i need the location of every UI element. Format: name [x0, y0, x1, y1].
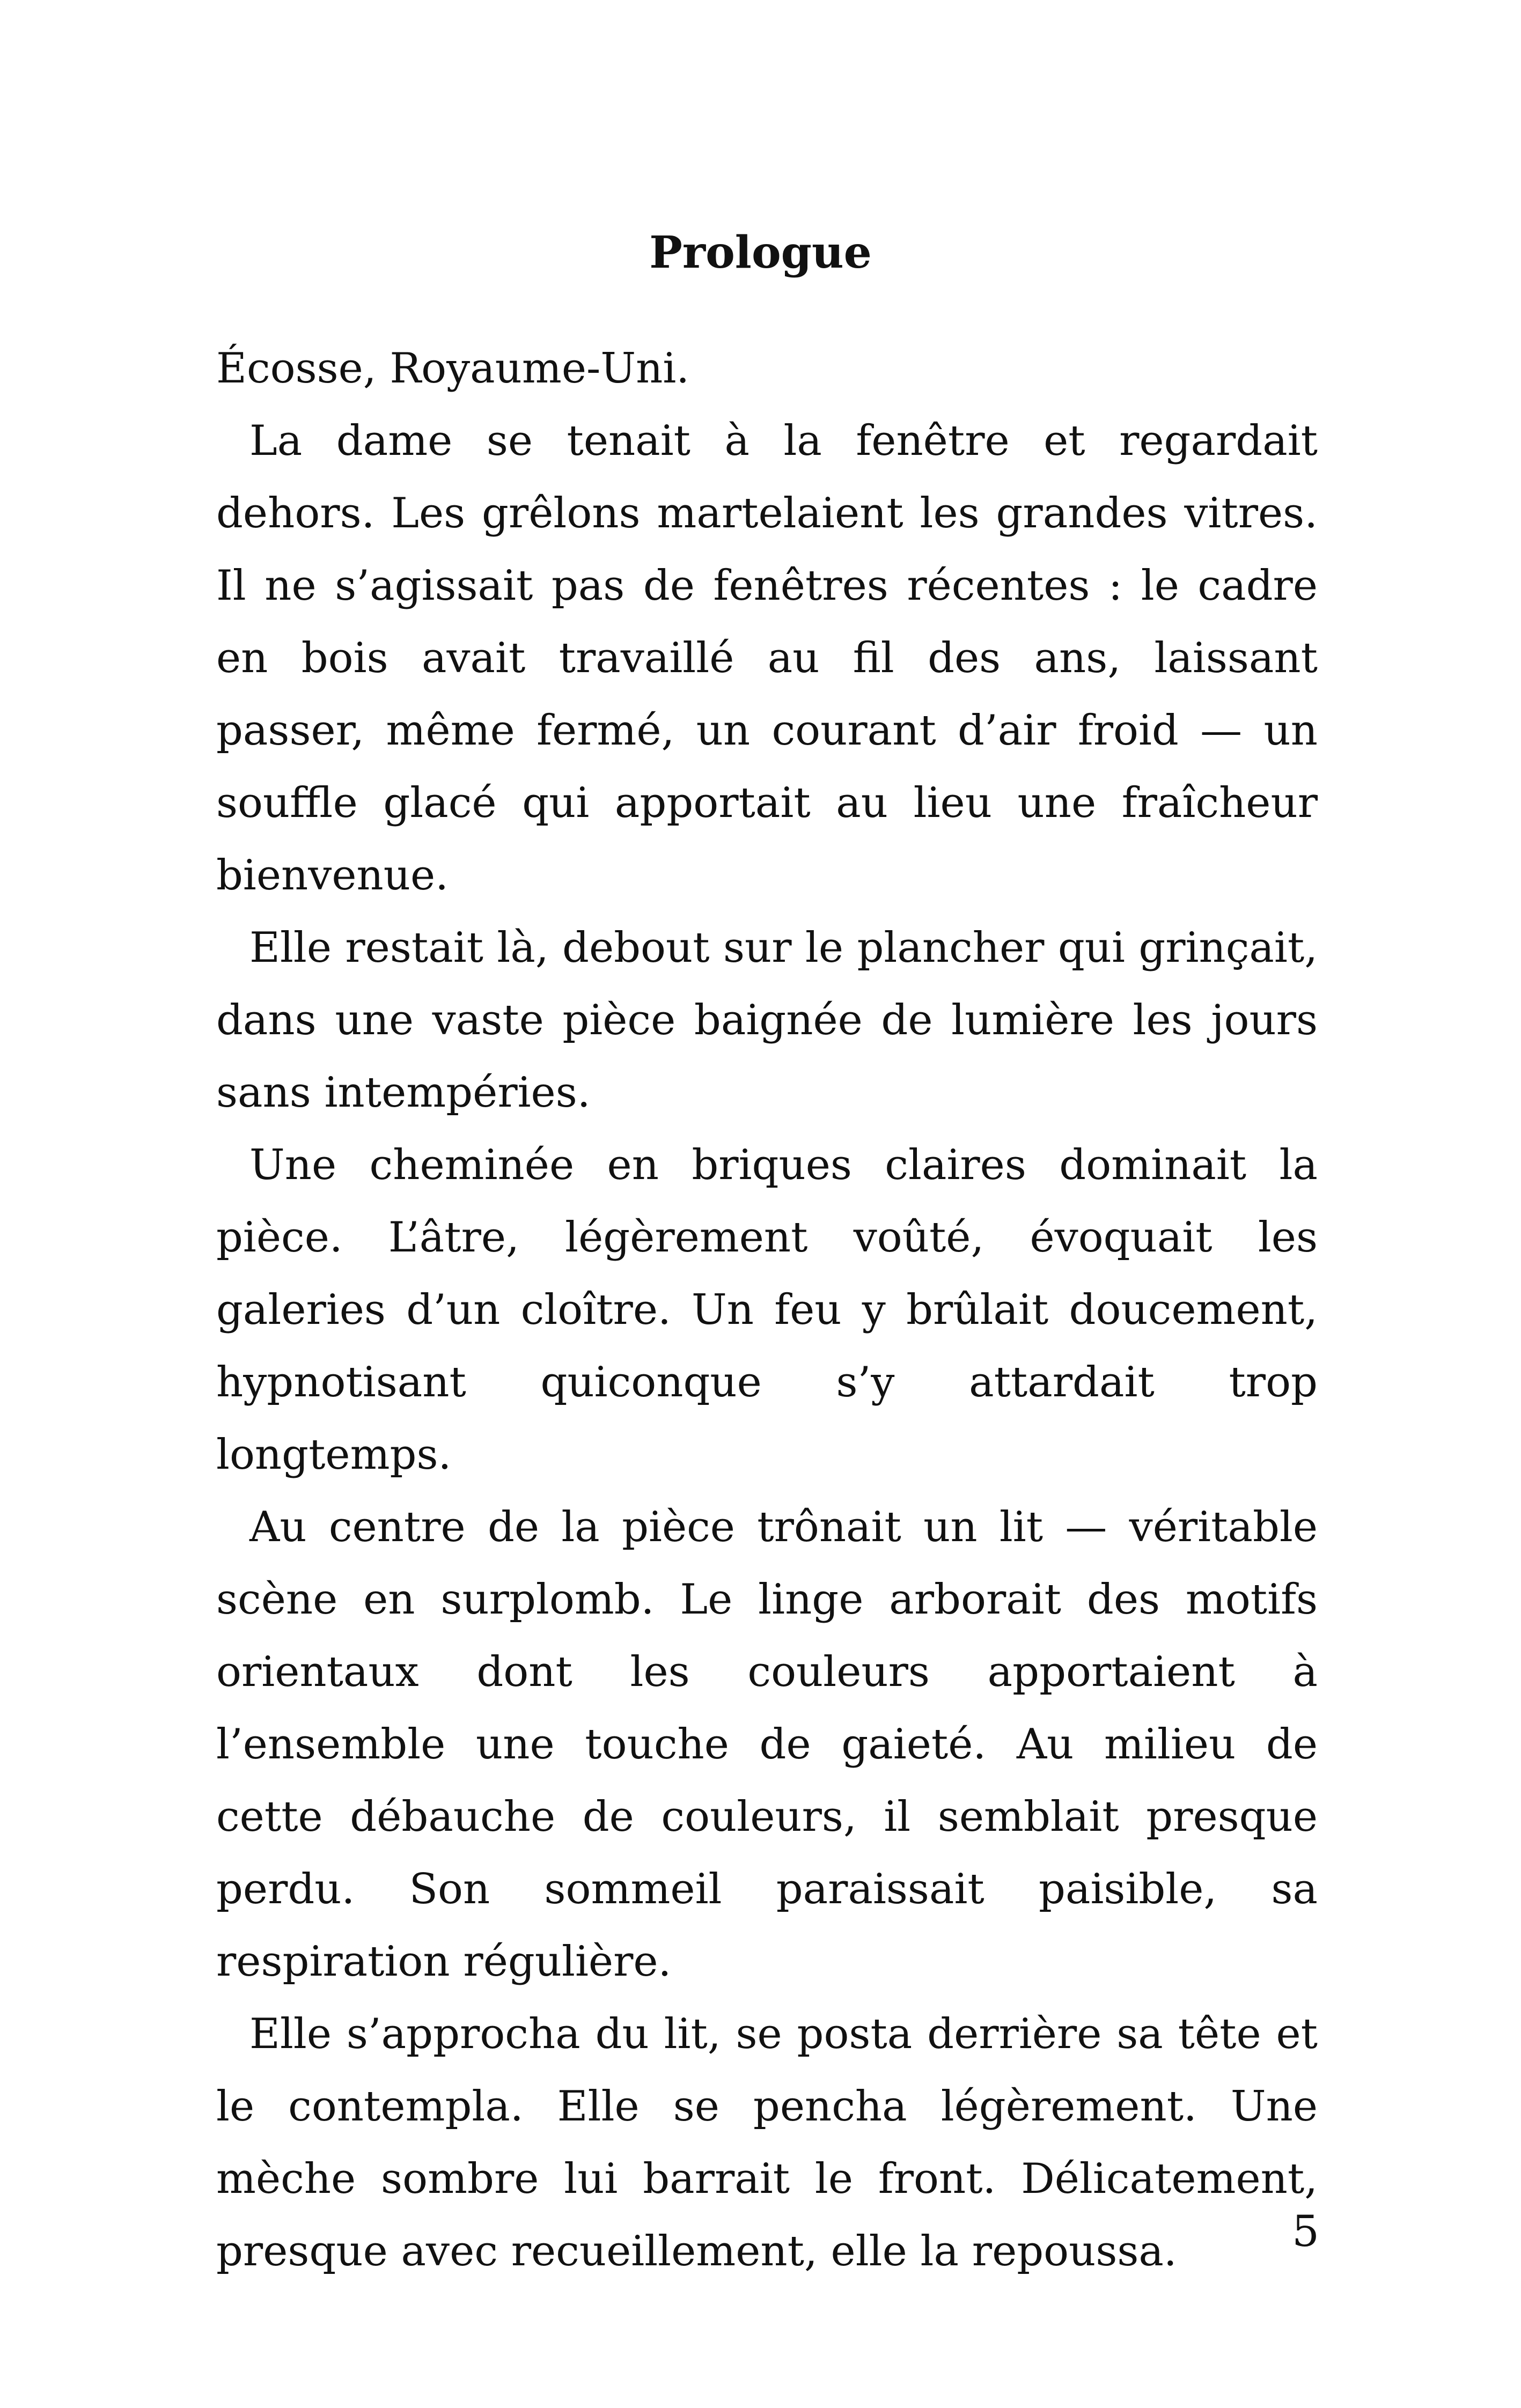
- chapter-title: Prologue: [649, 227, 872, 278]
- paragraph: Elle restait là, debout sur le plancher qui grinçait, dans une vaste pièce baignée de lumière les jours sans intempéries.: [216, 924, 1318, 1117]
- paragraph: La dame se tenait à la fenêtre et regardait dehors. Les grêlons martelaient les grandes vitres. Il ne s’agissait pas de fenêtres récentes : le cadre en bois avait travaillé au fil des ans, laissant passer, même fermé, un courant d’air froid — un souffle glacé qui apportait au lieu une fraîcheur bienvenue.: [216, 417, 1318, 900]
- paragraph: Une cheminée en briques claires dominait la pièce. L’âtre, légèrement voûté, évoquait les galeries d’un cloître. Un feu y brûlait doucement, hypnotisant quiconque s’y attardait trop longtemps.: [216, 1141, 1318, 1479]
- paragraph: Au centre de la pièce trônait un lit — véritable scène en surplomb. Le linge arborait des motifs orientaux dont les couleurs apportaient à l’ensemble une touche de gaieté. Au milieu de cette débauche de couleurs, il semblait presque perdu. Son sommeil paraissait paisible, sa respiration régulière.: [216, 1503, 1318, 1986]
- paragraph: Elle s’approcha du lit, se posta derrière sa tête et le contempla. Elle se pencha légèrement. Une mèche sombre lui barrait le front. Délicatement, presque avec recueillement, elle la repoussa.: [216, 2010, 1318, 2276]
- page-number: 5: [1292, 2206, 1319, 2256]
- body-text: [216, 333, 1318, 2288]
- paragraph-location: Écosse, Royaume-Uni.: [216, 344, 690, 393]
